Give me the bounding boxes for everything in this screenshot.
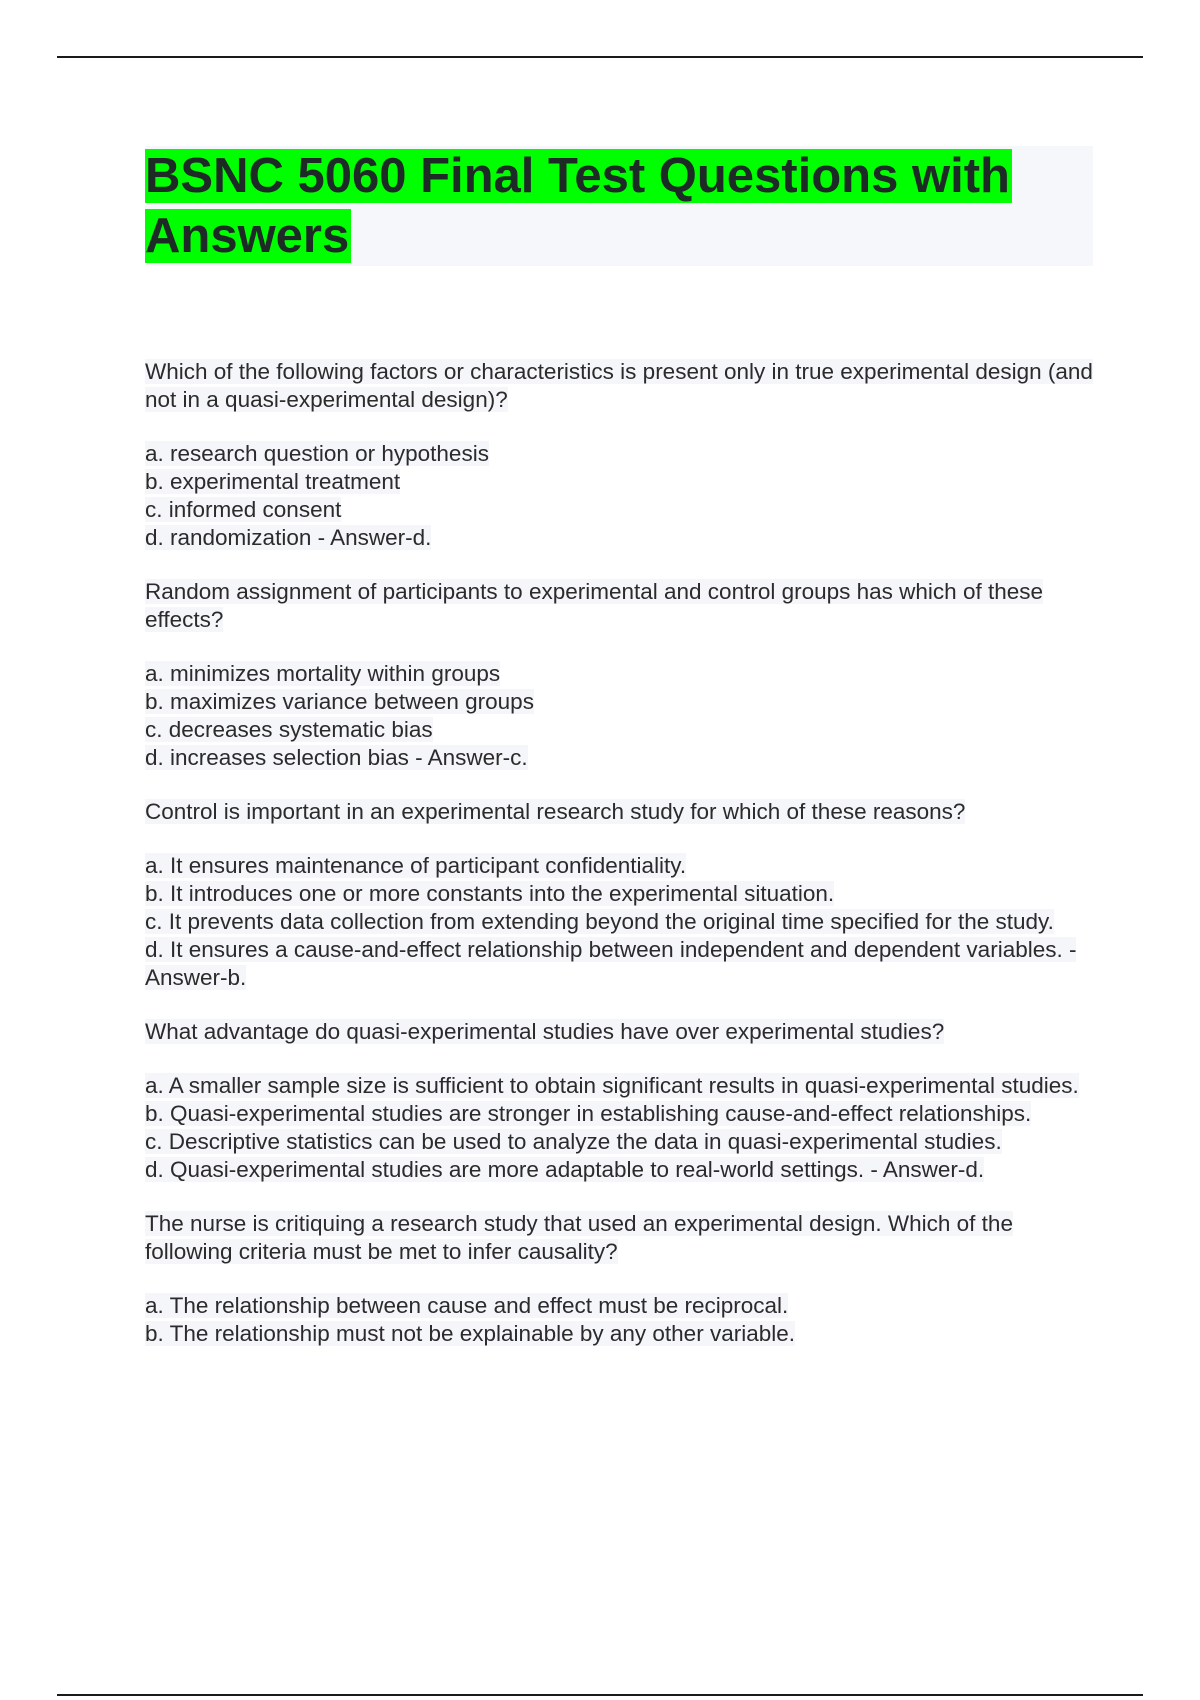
answer-options [145,1292,1095,1348]
answer-option: c. Descriptive statistics can be used to analyze the data in quasi-experimental studies. [145,1129,1002,1154]
answer-options [145,1072,1095,1184]
question-4 [145,1018,1095,1184]
answer-option: d. Quasi-experimental studies are more adaptable to real-world settings. - Answer-d. [145,1157,985,1182]
answer-option: c. decreases systematic bias [145,717,433,742]
question-1 [145,358,1095,552]
question-5 [145,1210,1095,1348]
answer-options [145,440,1095,552]
answer-option: a. minimizes mortality within groups [145,661,501,686]
answer-option: d. It ensures a cause-and-effect relationship between independent and dependent variables. - Answer-b. [145,937,1077,990]
answer-option: a. research question or hypothesis [145,441,489,466]
question-3 [145,798,1095,992]
title-block [145,146,1093,266]
answer-options [145,852,1095,992]
answer-option: c. informed consent [145,497,342,522]
answer-option: d. increases selection bias - Answer-c. [145,745,528,770]
document-title-text: BSNC 5060 Final Test Questions with Answers [145,149,1010,263]
bottom-rule [57,1694,1143,1696]
answer-option: a. The relationship between cause and effect must be reciprocal. [145,1293,789,1318]
question-text: Random assignment of participants to experimental and control groups has which of these effects? [145,579,1044,632]
answer-options [145,660,1095,772]
answer-option: c. It prevents data collection from extending beyond the original time specified for the study. [145,909,1054,934]
answer-option: a. A smaller sample size is sufficient to obtain significant results in quasi-experimental studies. [145,1073,1079,1098]
question-text: What advantage do quasi-experimental studies have over experimental studies? [145,1019,945,1044]
document-title [145,146,1093,266]
answer-option: a. It ensures maintenance of participant confidentiality. [145,853,687,878]
question-2 [145,578,1095,772]
answer-option: b. experimental treatment [145,469,401,494]
answer-option: d. randomization - Answer-d. [145,525,432,550]
question-text: The nurse is critiquing a research study that used an experimental design. Which of the following criteria must be met to infer causality? [145,1211,1013,1264]
answer-option: b. It introduces one or more constants into the experimental situation. [145,881,835,906]
answer-option: b. The relationship must not be explainable by any other variable. [145,1321,795,1346]
top-rule [57,56,1143,58]
answer-option: b. maximizes variance between groups [145,689,534,714]
question-text: Control is important in an experimental research study for which of these reasons? [145,799,966,824]
question-text: Which of the following factors or characteristics is present only in true experimental design (and not in a quasi-experimental design)? [145,359,1093,412]
questions-list [145,358,1095,1374]
answer-option: b. Quasi-experimental studies are stronger in establishing cause-and-effect relationships. [145,1101,1032,1126]
